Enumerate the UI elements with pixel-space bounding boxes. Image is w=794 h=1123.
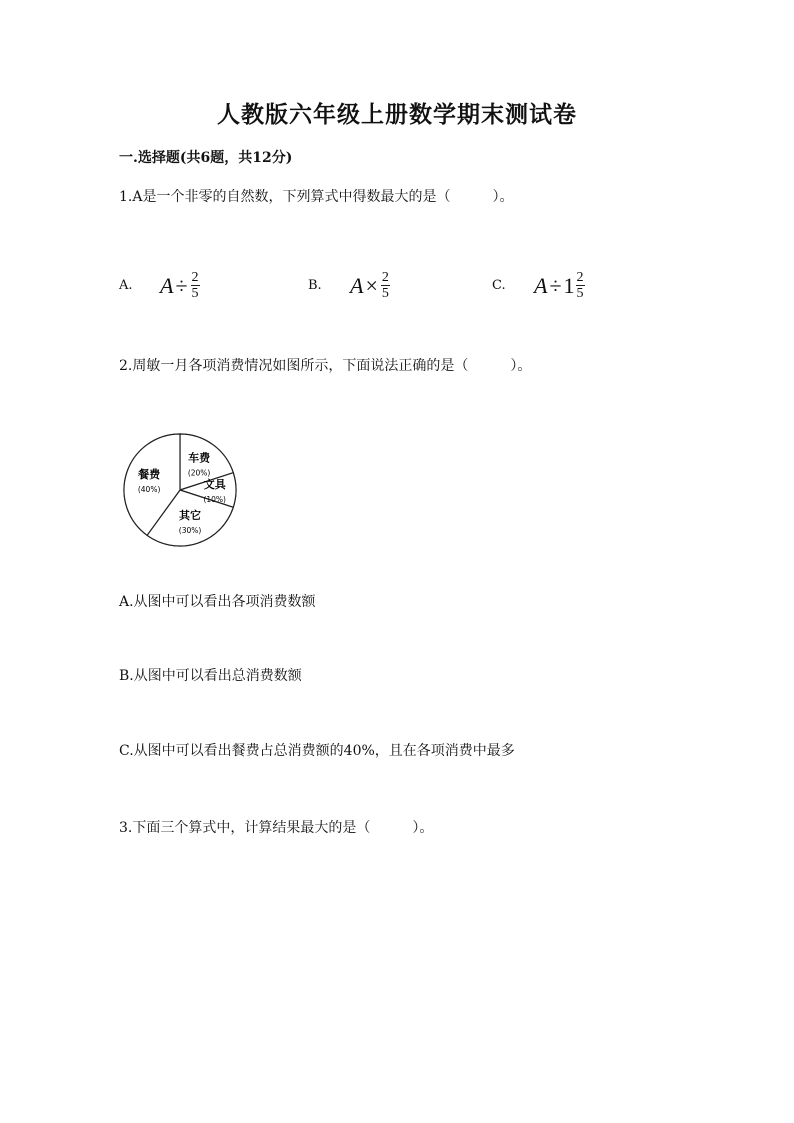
question-1-stem: 1.A是一个非零的自然数，下列算式中得数最大的是（ ）。 xyxy=(119,189,514,205)
q1-option-b-expression xyxy=(350,270,390,301)
question-3-stem: 3.下面三个算式中，计算结果最大的是（ ）。 xyxy=(119,820,434,836)
pie-label-0: 车费 xyxy=(188,451,211,465)
pie-percent-label-1: (10%) xyxy=(203,495,226,504)
q1-option-c-whole: 1 xyxy=(563,272,575,298)
q2-option-a: A.从图中可以看出各项消费数额 xyxy=(119,594,316,610)
pie-label-2: 其它 xyxy=(179,508,202,522)
q1-option-a-numerator: 2 xyxy=(191,270,199,285)
q1-option-b-letter: B. xyxy=(308,278,322,293)
pie-label-3: 餐费 xyxy=(138,467,161,481)
q1-option-c-numerator: 2 xyxy=(576,270,584,285)
q1-option-b-fraction xyxy=(381,270,390,301)
q1-option-b-denominator: 5 xyxy=(381,286,389,301)
q1-option-c-letter: C. xyxy=(492,278,506,293)
q1-option-c-expression xyxy=(534,270,585,301)
q1-option-a-letter: A. xyxy=(119,278,133,293)
pie-label-1: 文具 xyxy=(203,478,226,491)
q1-option-a-denominator: 5 xyxy=(191,286,199,301)
q1-option-c-op: ÷ xyxy=(549,272,562,298)
page-title: 人教版六年级上册数学期末测试卷 xyxy=(217,101,577,128)
consumption-pie-chart xyxy=(116,426,246,556)
q1-option-c-denominator: 5 xyxy=(576,286,584,301)
q1-option-a-op: ÷ xyxy=(175,272,188,298)
q2-option-c: C.从图中可以看出餐费占总消费额的40%，且在各项消费中最多 xyxy=(119,743,515,759)
q1-option-a-var: A xyxy=(160,272,174,298)
pie-percent-label-3: (40%) xyxy=(137,484,161,494)
q1-option-a-expression xyxy=(160,270,200,301)
q1-option-b-var: A xyxy=(350,272,364,298)
section-heading: 一.选择题(共6题，共12分) xyxy=(119,150,293,166)
q1-option-a-fraction xyxy=(191,270,200,301)
question-2-stem: 2.周敏一月各项消费情况如图所示，下面说法正确的是（ ）。 xyxy=(119,358,532,374)
q1-option-c-fraction xyxy=(576,270,585,301)
q2-option-b: B.从图中可以看出总消费数额 xyxy=(119,668,302,684)
pie-percent-label-2: (30%) xyxy=(178,525,202,535)
pie-percent-label-0: (20%) xyxy=(187,468,211,478)
q1-option-b-numerator: 2 xyxy=(381,270,389,285)
q1-option-c-var: A xyxy=(534,272,548,298)
q1-option-b-op: × xyxy=(365,272,378,298)
